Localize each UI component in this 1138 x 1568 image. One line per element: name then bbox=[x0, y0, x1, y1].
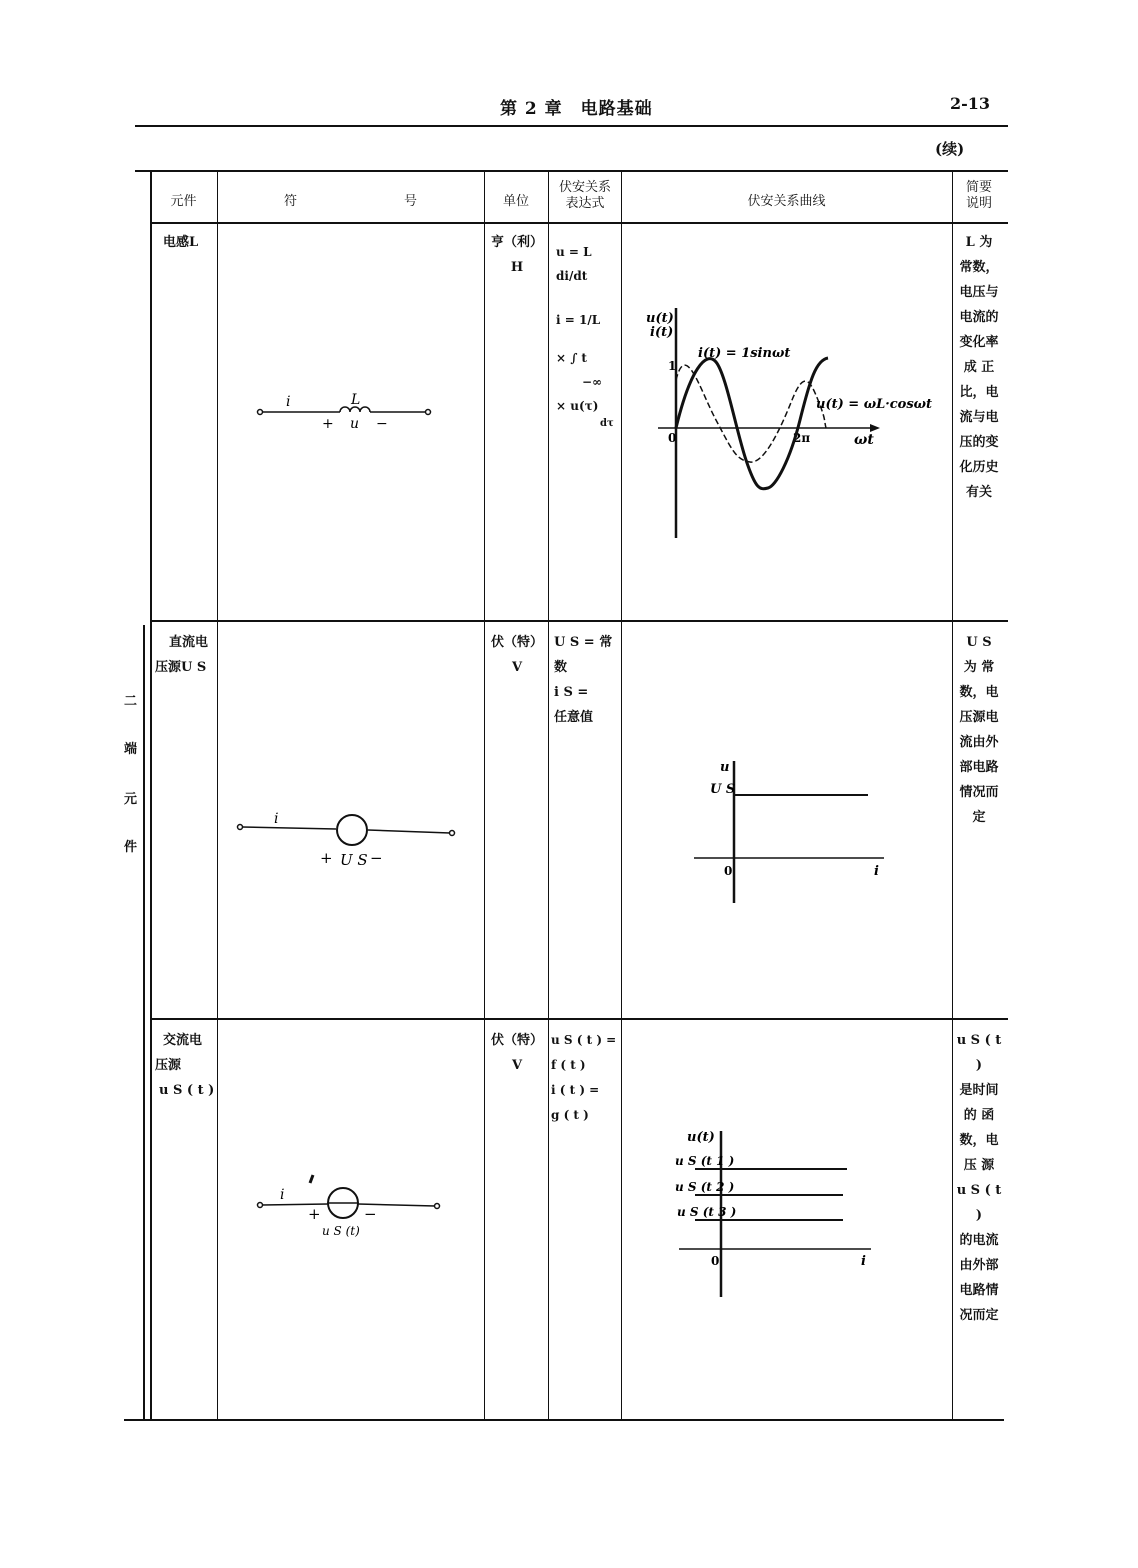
inductance-label: L bbox=[351, 392, 361, 408]
x-axis-label: ωt bbox=[854, 432, 874, 448]
current-label: i bbox=[274, 811, 279, 827]
col-element-header: 元件 bbox=[170, 194, 197, 209]
inductor-symbol bbox=[250, 390, 440, 440]
row2-remarks: U S 为 常 数，电 压源电 流由外 部电路 情况而 定 bbox=[959, 635, 999, 825]
row1-unit: 亨（利） H bbox=[490, 235, 543, 275]
voltage-label: u bbox=[350, 416, 360, 432]
side-label-4: 件 bbox=[124, 840, 138, 855]
row2-element: 直流电 压源U S bbox=[155, 635, 209, 675]
col-symbol-header-left: 符 bbox=[284, 194, 298, 209]
level-label-t2: u S (t 2 ) bbox=[675, 1180, 735, 1194]
current-label: i bbox=[280, 1187, 285, 1203]
plus-sign: + bbox=[308, 1205, 321, 1223]
level-label-t1: u S (t 1 ) bbox=[675, 1154, 735, 1168]
col-unit-header: 单位 bbox=[502, 194, 529, 209]
row3-unit: 伏（特） V bbox=[490, 1033, 543, 1073]
us-level-label: U S bbox=[710, 782, 736, 797]
tick-1: 1 bbox=[668, 359, 677, 373]
row3-expr: u S ( t ) = f ( t ) i ( t ) = g ( t ) bbox=[551, 1033, 617, 1122]
voltage-source-circle bbox=[337, 815, 367, 845]
col-curve-header: 伏安关系曲线 bbox=[747, 194, 826, 209]
origin-label: 0 bbox=[724, 864, 733, 878]
row3-remarks: u S ( t ) 是时间 的 函 数，电 压 源 u S ( t ) 的电流 由外部 电路情 况而定 bbox=[956, 1033, 1002, 1323]
origin-label: 0 bbox=[711, 1254, 720, 1268]
ac-source-va-curve bbox=[675, 1125, 875, 1300]
page-number: 2-13 bbox=[950, 94, 991, 113]
inductor-va-curve bbox=[640, 300, 940, 550]
table-top-rule bbox=[135, 170, 1008, 172]
plus-sign: + bbox=[320, 849, 333, 867]
plus-sign: + bbox=[322, 416, 334, 432]
row1-element: 电感L bbox=[163, 235, 199, 250]
col-expr-header: 伏安关系表达式 bbox=[558, 180, 611, 211]
voltage-label: u S (t) bbox=[322, 1224, 360, 1238]
chapter-title: 第 2 章 电路基础 bbox=[500, 99, 653, 119]
row1-expr: u = L di/dt i = 1/L × ∫ t −∞ × u(τ) dτ bbox=[556, 245, 614, 429]
origin-label: 0 bbox=[668, 431, 677, 445]
side-label-2: 端 bbox=[124, 742, 138, 757]
minus-sign: − bbox=[364, 1205, 377, 1223]
voltage-label: U S bbox=[340, 851, 368, 869]
current-label: i bbox=[286, 394, 291, 410]
dc-source-va-curve bbox=[690, 755, 890, 910]
y-axis-label: u(t) bbox=[687, 1130, 715, 1145]
voltage-cosine-curve bbox=[676, 365, 826, 462]
voltage-curve-label: u(t) = ωL·cosωt bbox=[816, 397, 933, 412]
current-sine-curve bbox=[676, 358, 828, 489]
side-label-3: 元 bbox=[124, 792, 138, 807]
y-axis-label-i: i(t) bbox=[650, 325, 674, 340]
minus-sign: − bbox=[376, 416, 388, 432]
current-curve-label: i(t) = 1sinωt bbox=[698, 346, 791, 361]
row3-element: 交流电 压源 u S ( t ) bbox=[155, 1033, 215, 1098]
continued-label: (续) bbox=[935, 140, 965, 158]
minus-sign: − bbox=[370, 849, 383, 867]
row2-expr: U S = 常 数 i S = 任意值 bbox=[554, 635, 613, 725]
col-remarks-header: 简要说明 bbox=[965, 180, 992, 211]
y-axis-label: u bbox=[720, 760, 730, 775]
x-axis-label: i bbox=[861, 1254, 866, 1269]
row2-unit: 伏（特） V bbox=[490, 635, 543, 675]
dc-source-symbol bbox=[230, 805, 470, 875]
side-label-1: 二 bbox=[124, 694, 138, 709]
row1-remarks: L 为 常数， 电压与 电流的 变化率 成 正 比，电 流与电 压的变 化历史 有关 bbox=[959, 235, 999, 500]
header-rule bbox=[135, 125, 1008, 127]
y-axis-label-u: u(t) bbox=[646, 311, 674, 326]
tick-2pi: 2π bbox=[793, 431, 811, 445]
ac-source-symbol bbox=[250, 1175, 450, 1245]
level-label-t3: u S (t 3 ) bbox=[677, 1205, 737, 1219]
x-axis-label: i bbox=[874, 864, 879, 879]
col-symbol-header-right: 号 bbox=[404, 194, 418, 209]
